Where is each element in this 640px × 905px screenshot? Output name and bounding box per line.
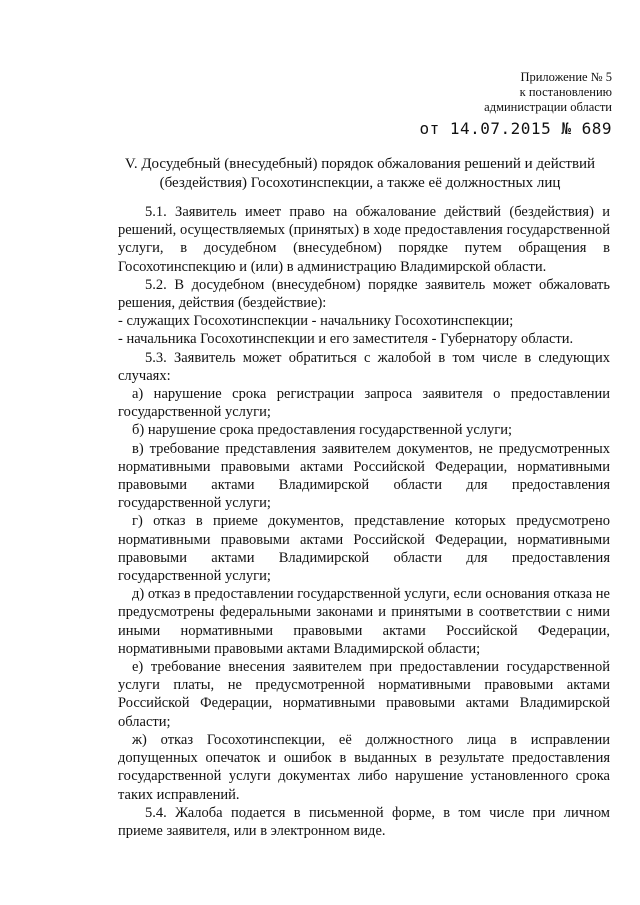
appendix-header (352, 70, 612, 138)
section-title-line-1: V. Досудебный (внесудебный) порядок обжалования решений и действий (124, 156, 596, 172)
case-zh: ж) отказ Госохотинспекции, её должностного лица в исправлении допущенных опечаток и ошибок в выданных в результате предоставления государственной услуги документах либо нарушение установленного срока таких исправлений. (118, 731, 610, 803)
document-body (118, 203, 610, 840)
appendix-issuer: администрации области (484, 100, 612, 114)
case-g: г) отказ в приеме документов, представление которых предусмотрено нормативными правовыми актами Российской Федерации, нормативными правовыми актами Владимирской области для предоставления государственной услуги; (118, 513, 610, 585)
case-e: е) требование внесения заявителем при предоставлении государственной услуги платы, не предусмотренной нормативными правовыми актами Российской Федерации, нормативными правовыми актами Владимирской области; (118, 659, 610, 730)
section-title-line-2: (бездействия) Госохотинспекции, а также её должностных лиц (159, 175, 561, 191)
paragraph-5-1: 5.1. Заявитель имеет право на обжалование действий (бездействия) и решений, осуществляемых (принятых) в ходе предоставления государственной услуги, в досудебном (внесудебном) порядке путем обращения в Госохотинспекцию и (или) в администрацию Владимирской области. (118, 204, 610, 275)
paragraph-5-3: 5.3. Заявитель может обратиться с жалобой в том числе в следующих случаях: (118, 349, 610, 384)
paragraph-5-2: 5.2. В досудебном (внесудебном) порядке заявитель может обжаловать решения, действия (бездействие): (118, 276, 610, 312)
list-item-head: - начальника Госохотинспекции и его заместителя - Губернатору области. (118, 331, 574, 348)
list-item-staff: - служащих Госохотинспекции - начальнику Госохотинспекции; (118, 313, 514, 330)
section-title (100, 155, 620, 193)
appendix-ref: к постановлению (519, 85, 612, 99)
case-b: б) нарушение срока предоставления государственной услуги; (132, 422, 512, 439)
case-a: а) нарушение срока регистрации запроса заявителя о предоставлении государственной услуги; (118, 386, 610, 421)
date-number-stamp: от 14.07.2015 № 689 (419, 119, 612, 138)
appendix-number: Приложение № 5 (520, 70, 612, 84)
case-v: в) требование представления заявителем документов, не предусмотренных нормативными правовыми актами Российской Федерации, нормативными правовыми актами Владимирской области для предоставления государственной услуги; (118, 440, 610, 512)
paragraph-5-4: 5.4. Жалоба подается в письменной форме, в том числе при личном приеме заявителя, или в электронном виде. (118, 804, 610, 839)
case-d: д) отказ в предоставлении государственной услуги, если основания отказа не предусмотрены федеральными законами и принятыми в соответствии с ними иными нормативными правовыми актами Российской Федерации, нормативными правовыми актами Владимирской области; (118, 586, 610, 657)
